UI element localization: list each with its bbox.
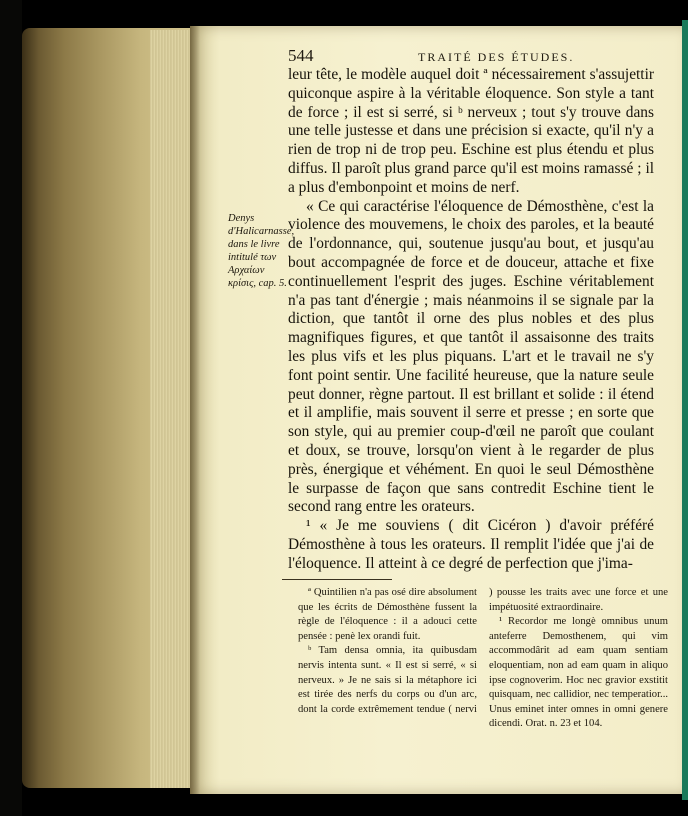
footnote-a: ª Quintilien n'a pas osé dire absolument que les écrits de Démosthène fussent la règle de l'éloquence : il a adouci cette pensée : penè lex orandi fuit. xyxy=(298,587,477,642)
paragraph-3: ¹ « Je me souviens ( dit Cicéron ) d'avoir préféré Démosthène à tous les orateurs. Il remplit l'idée que j'ai de l'éloquence. Il atteint à ce degré de perfection que j'ima- xyxy=(288,517,654,572)
footnote-b: ᵇ Tam densa omnia, ita quibusdam nervis intenta sunt. « Il est si serré, « si nerveux. » Je ne sais si la métaphore ici est tirée des nerfs du corps ou d'un arc, dont la corde extrêmement tendue ( nervi ) pousse les traits avec une force et une impétuosité extraordinaire. xyxy=(298,587,668,715)
page-number: 544 xyxy=(288,46,314,65)
paragraph-2: « Ce qui caractérise l'éloquence de Démosthène, c'est la violence des mouvemens, le choix des paroles, et la beauté de l'ordonnance, qui, soutenue jusqu'au bout, et jusqu'au bout accompagnée de force et de douceur, attache et fixe continuellement l'esprit des juges. Eschine véritablement n'a pas tant d'énergie ; mais néanmoins il se signale par la diction, que tantôt il orne des plus nobles et des plus magnifiques figures, et que tantôt il assaisonne des traits les plus vifs et les plus piquans. L'art et le travail ne s'y font point sentir. Une facilité heureuse, que la nature seule peut donner, règne partout. Il est brillant et solide : il étend et il amplifie, mais souvent il serre et presse ; en sorte que son style, qui au premier coup-d'œil ne paroît que coulant et doux, se trouve, lorsqu'on vient à le regarder de plus près, énergique et véhément. En quoi le seul Démosthène le surpasse de façon que sans contredit Eschine tient le second rang entre les orateurs. xyxy=(288,197,654,516)
paragraph-1: leur tête, le modèle auquel doit ª nécessairement s'assujettir quiconque aspire à la véritable éloquence. Son style a tant de force ; il est si serré, si ᵇ nerveux ; tout s'y trouve dans une telle justesse et dans une précision si exacte, qu'il n'y a rien de trop ni de trop peu. Eschine est plus étendu et plus diffus. Il paroît plus grand parce qu'il est moins ramassé ; il a plus d'embonpoint et moins de nerf. xyxy=(288,66,654,196)
footnote-1: ¹ Recordor me longè omnibus unum anteferre Demosthenem, qui vim accommodârit ad eam quam sentiam eloquentiam, non ad eam quam in aliquo ipse cognoverim. Hoc nec gravior exstitit quisquam, nec callidior, nec temperatior... Unus eminet inter omnes in omni genere dicendi. Orat. n. 23 et 104. xyxy=(489,616,668,730)
background-right-strip xyxy=(682,20,688,800)
body-text xyxy=(288,66,654,574)
footnote-rule xyxy=(282,579,392,580)
margin-note: Denys d'Halicarnasse, dans le livre intitulé των Αρχαίων κρίσις, cap. 5. xyxy=(228,213,295,289)
book-page xyxy=(190,26,682,794)
background-left xyxy=(0,0,22,816)
page-header xyxy=(278,46,670,68)
page-gutter-shadow xyxy=(190,26,200,794)
running-title: TRAITÉ DES ÉTUDES. xyxy=(418,50,575,64)
footnotes xyxy=(298,586,668,732)
